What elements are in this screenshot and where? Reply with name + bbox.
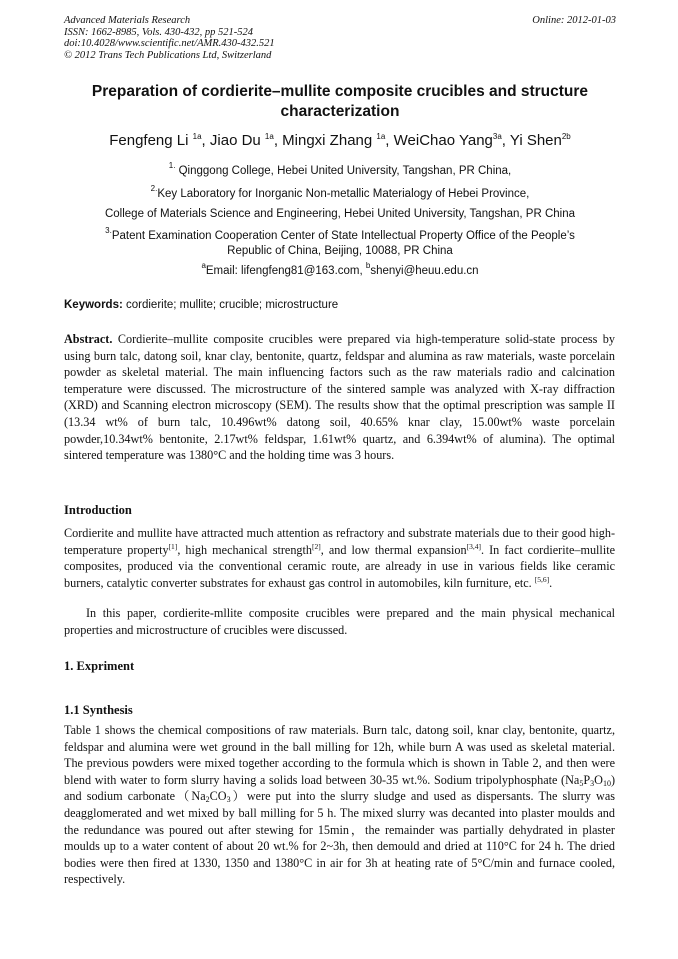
title-line-1: Preparation of cordierite–mullite composite crucibles and structure xyxy=(91,83,589,100)
citation-ref: [1] xyxy=(168,541,178,551)
author-name: Mingxi Zhang xyxy=(282,132,377,149)
author-separator: , xyxy=(201,132,210,149)
issn-line: ISSN: 1662-8985, Vols. 430-432, pp 521-524 xyxy=(64,26,253,38)
citation-ref: [5,6] xyxy=(534,574,550,584)
author-mark: 1a xyxy=(376,132,386,141)
copyright-line: © 2012 Trans Tech Publications Ltd, Switzerland xyxy=(64,49,272,61)
abstract-paragraph xyxy=(64,331,615,464)
affiliation-2 xyxy=(64,186,616,202)
introduction-paragraph-1 xyxy=(64,525,615,591)
affiliation-3 xyxy=(64,228,616,244)
journal-name: Advanced Materials Research xyxy=(64,15,191,26)
subscript: 3 xyxy=(226,795,231,805)
affiliation-2-continued: College of Materials Science and Engineering, Hebei United University, Tangshan, PR China xyxy=(104,208,576,220)
author-name: Yi Shen xyxy=(509,132,562,149)
author-mark: 1a xyxy=(264,132,274,141)
intro-text: , high mechanical strength xyxy=(177,542,312,557)
author-separator: , xyxy=(385,132,394,149)
email-line xyxy=(64,263,616,279)
intro-text: , and low thermal expansion xyxy=(320,542,467,557)
author-separator: , xyxy=(273,132,283,149)
introduction-heading: Introduction xyxy=(64,503,132,517)
email-mark-b: b xyxy=(365,261,371,270)
author-mark: 1a xyxy=(192,132,202,141)
doi-line: doi:10.4028/www.scientific.net/AMR.430-432.521 xyxy=(64,38,275,49)
author-mark: 3a xyxy=(492,132,502,141)
introduction-paragraph-2: In this paper, cordierite-mllite composite crucibles were prepared and the main physical mechanical properties and microstructure of crucibles were discussed. xyxy=(64,606,615,637)
subscript: 10 xyxy=(602,778,611,788)
affiliation-mark: 1. xyxy=(168,161,176,170)
synthesis-text: ) and sodium carbonate（Na xyxy=(64,772,615,804)
journal-header xyxy=(64,15,616,61)
author-name: WeiChao Yang xyxy=(393,132,493,149)
author-separator: , xyxy=(501,132,510,149)
synthesis-text: CO xyxy=(209,789,227,804)
intro-text: . xyxy=(549,575,553,590)
affiliation-mark: 3. xyxy=(105,226,112,235)
paper-title xyxy=(64,82,616,122)
author-name: Jiao Du xyxy=(209,132,265,149)
keywords-label: Keywords: xyxy=(64,299,123,311)
author-mark: 2b xyxy=(561,132,571,141)
email-text: Email: lifengfeng81@163.com, xyxy=(205,265,366,277)
section-1-1-heading: 1.1 Synthesis xyxy=(64,703,133,717)
affiliation-text: Patent Examination Cooperation Center of State Intellectual Property Office of the People’s xyxy=(111,230,575,242)
abstract-label: Abstract. xyxy=(64,332,113,346)
affiliation-3-continued: Republic of China, Beijing, 10088, PR China xyxy=(227,245,453,257)
abstract-text: Cordierite–mullite composite crucibles were prepared via high-temperature solid-state process by using burn talc, datong soil, knar clay, bentonite, quartz, feldspar and alumina as raw materials, waste porcelain powder as skeletal material. The main influencing factors such as the raw materials radio and calcination temperature were discussed. The microstructure of the sintered sample was analyzed with X-ray diffraction (XRD) and Scanning electron microscopy (SEM). The results show that the optimal prescription was sample II (13.34 wt% of burn talc, 10.496wt% datong soil, 40.65% knar clay, 15.00wt% waste porcelain powder,10.34wt% bentonite, 2.17wt% feldspar, 1.61wt% quartz, and 6.394wt% of alumina). The optimal sintered temperature was 1380°C and the holding time was 3 hours. xyxy=(64,332,615,463)
citation-ref: [3,4] xyxy=(466,541,481,551)
email-second: shenyi@heuu.edu.cn xyxy=(370,265,479,277)
intro-text: Cordierite and mullite have attracted much attention as refractory and substrate materials due to their good high-temperature property xyxy=(64,526,615,557)
affiliation-1 xyxy=(64,163,616,179)
subscript: 5 xyxy=(579,778,584,788)
synthesis-text: P xyxy=(583,772,591,787)
synthesis-paragraph xyxy=(64,722,615,888)
affiliation-text: Key Laboratory for Inorganic Non-metallic Materialogy of Hebei Province, xyxy=(157,188,530,200)
subscript: 3 xyxy=(590,778,595,788)
subscript: 2 xyxy=(205,795,210,805)
synthesis-text: Table 1 shows the chemical compositions of raw materials. Burn talc, datong soil, knar clay, bentonite, quartz, feldspar and alumina were wet ground in the ball milling for 12h, while burn A was used as skeletal material. The previous powders were mixed together according to the formula which is shown in Table 2, and then were blend with water to form slurry having a solids load between 30-35 wt.%. Sodium tripolyphosphate (Na xyxy=(64,723,615,787)
affiliation-mark: 2. xyxy=(150,184,158,193)
author-list xyxy=(64,131,616,151)
citation-ref: [2] xyxy=(312,541,321,551)
keywords-text: cordierite; mullite; crucible; microstructure xyxy=(122,299,339,311)
keywords-line xyxy=(64,299,616,311)
section-1-heading: 1. Expriment xyxy=(64,659,135,673)
author-name: Fengfeng Li xyxy=(109,132,193,149)
title-line-2: characterization xyxy=(280,103,400,120)
online-date: Online: 2012-01-03 xyxy=(532,15,616,26)
synthesis-text: ）were put into the slurry sludge and used as dispersants. The slurry was deagglomerated and wet mixed by ball milling for 5 h. The mixed slurry was decanted into plaster moulds and the redundance was poured out after stewing for 15min，the remainder was partially dehydrated in plaster moulds up to a water content of about 20 wt.% for 2~3h, then demould and dried at 110°C for 24 h. The dried bodies were then fired at 1330, 1350 and 1380°C in air for 3h at heating rate of 5°C/min and furnace cooled, respectively. xyxy=(64,789,616,887)
affiliation-text: Qinggong College, Hebei United University, Tangshan, PR China, xyxy=(175,165,512,177)
email-mark-a: a xyxy=(201,261,206,270)
intro-text: . In fact cordierite–mullite composites, produced via the conventional ceramic route, are already in use in various fields like ceramic burners, catalytic converter substrates for exhaust gas control in automobiles, kiln furniture, etc. xyxy=(64,542,615,590)
synthesis-text: O xyxy=(594,772,603,787)
